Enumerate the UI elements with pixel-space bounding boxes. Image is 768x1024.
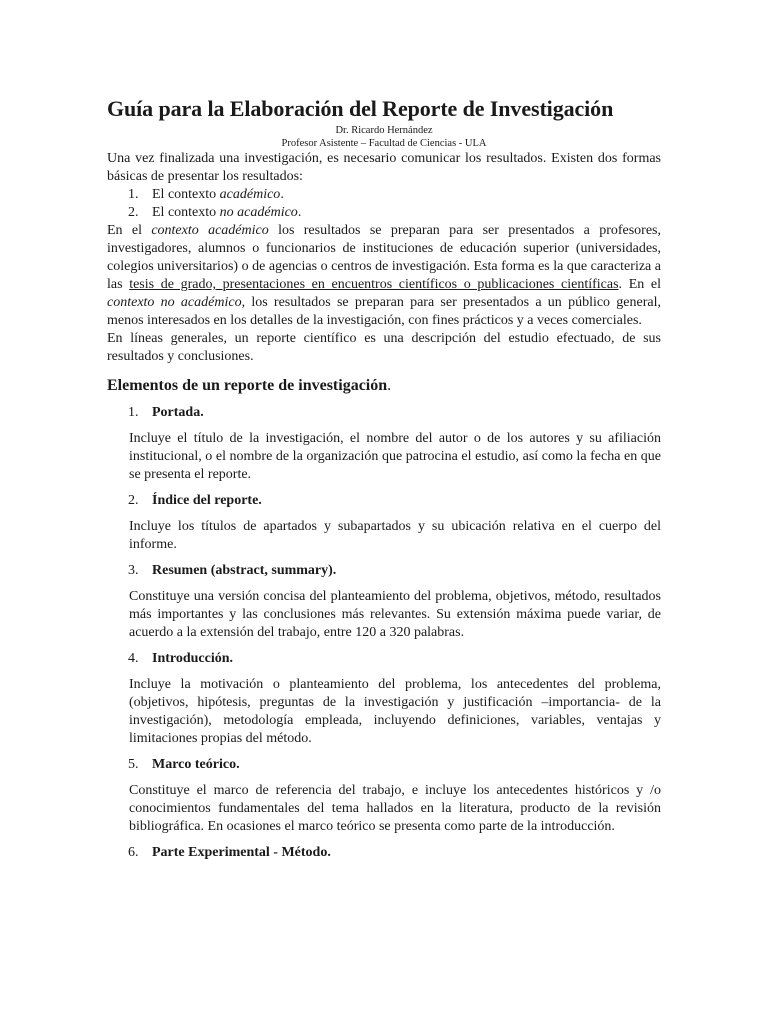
element-heading-portada: 1. Portada.	[128, 405, 204, 420]
list-number: 3.	[128, 563, 139, 578]
element-text: Constituye una versión concisa del planteamiento del problema, objetivos, método, resultados más importantes y las conclusiones más relevantes. Su extensión máxima puede variar, de acuerdo a la extensión del trabajo, entre 120 a 320 palabras.	[129, 589, 661, 640]
list-number: 1.	[128, 187, 139, 202]
element-heading-introduccion: 4. Introducción.	[128, 651, 234, 666]
list-number: 2.	[128, 493, 139, 508]
element-text: Incluye los títulos de apartados y subapartados y su ubicación relativa en el cuerpo del informe.	[129, 519, 661, 552]
summary-paragraph: En líneas generales, un reporte científico es una descripción del estudio efectuado, de sus resultados y conclusiones.	[107, 331, 661, 364]
element-text: Incluye la motivación o planteamiento del problema, los antecedentes del problema, (objetivos, hipótesis, preguntas de la investigación y justificación –importancia- de la investigación), metodología empleada, incluyendo definiciones, variables, ventajas y limitaciones propias del método.	[129, 677, 661, 746]
element-heading-parte-experimental: 6. Parte Experimental - Método.	[128, 845, 331, 860]
element-text: Incluye el título de la investigación, el nombre del autor o de los autores y su afiliación institucional, o el nombre de la organización que patrocina el estudio, así como la fecha en que se presenta el reporte.	[129, 431, 661, 482]
document-body	[107, 96, 661, 862]
author-name: Dr. Ricardo Hernández	[335, 125, 433, 136]
list-number: 4.	[128, 651, 139, 666]
section-heading: Elementos de un reporte de investigación.	[107, 377, 392, 394]
list-number: 2.	[128, 205, 139, 220]
list-number: 1.	[128, 405, 139, 420]
context-item: 1. El contexto académico.	[128, 187, 284, 202]
underlined-text: tesis de grado, presentaciones en encuentros científicos o publicaciones científicas	[129, 277, 619, 292]
author-affiliation: Profesor Asistente – Facultad de Ciencias - ULA	[281, 138, 487, 149]
context-paragraph: En el contexto académico los resultados se preparan para ser presentados a profesores, investigadores, alumnos o funcionarios de instituciones de educación superior (universidades, colegios universitarios) o de agencias o centros de investigación. Esta forma es la que caracteriza a las tesis de grado, presentaciones en encuentros científicos o publicaciones científicas. En el contexto no académico, los resultados se preparan para ser presentados a un público general, menos interesados en los detalles de la investigación, con fines prácticos y a veces comerciales.	[107, 223, 662, 328]
list-number: 6.	[128, 845, 139, 860]
element-text: Constituye el marco de referencia del trabajo, e incluye los antecedentes históricos y /o conocimientos fundamentales del tema hallados en la literatura, producto de la revisión bibliográfica. En ocasiones el marco teórico se presenta como parte de la introducción.	[129, 783, 661, 834]
context-item: 2. El contexto no académico.	[128, 205, 302, 220]
element-heading-resumen: 3. Resumen (abstract, summary).	[128, 563, 337, 578]
list-number: 5.	[128, 757, 139, 772]
intro-paragraph: Una vez finalizada una investigación, es necesario comunicar los resultados. Existen dos formas básicas de presentar los resultados:	[107, 151, 661, 184]
element-heading-indice: 2. Índice del reporte.	[128, 493, 262, 508]
element-heading-marco-teorico: 5. Marco teórico.	[128, 757, 240, 772]
document-title: Guía para la Elaboración del Reporte de Investigación	[107, 96, 614, 121]
